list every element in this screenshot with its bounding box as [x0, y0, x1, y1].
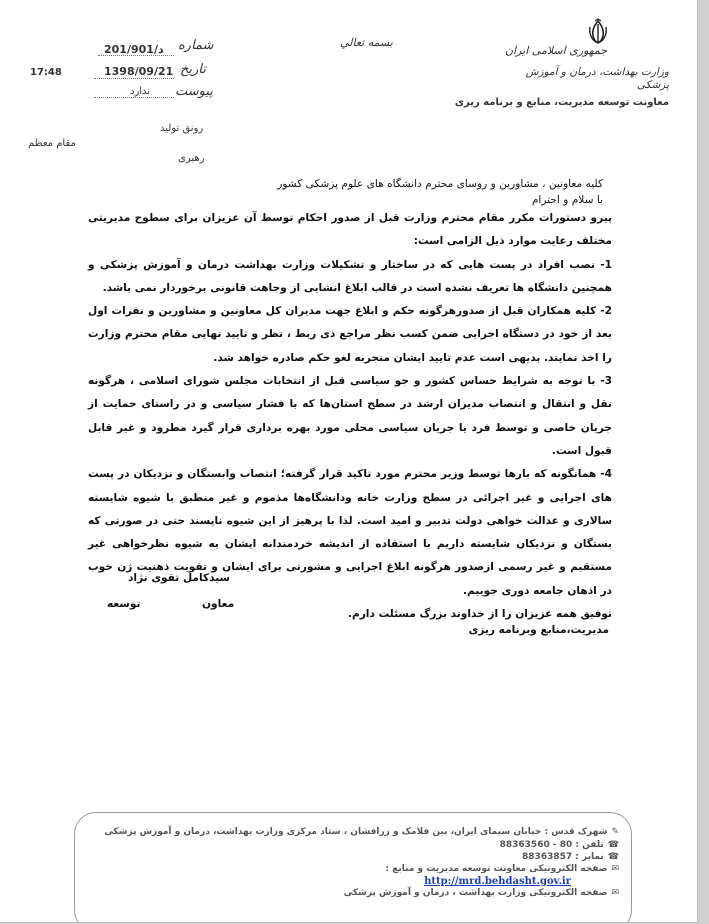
footer-site-link[interactable]: http://mrd.behdasht.gov.ir — [424, 876, 571, 887]
mail-icon: ✉ — [611, 888, 619, 898]
time-stamp: 17:48 — [30, 67, 62, 78]
mail-icon: ✉ — [611, 864, 619, 874]
addressee: کلیه معاونین ، مشاورین و روسای محترم دانشگاه های علوم پزشکی کشور — [277, 178, 603, 190]
signer-title-3: مدیریت،منابع وبرنامه ریزی — [468, 624, 609, 636]
letterhead-footer — [74, 812, 632, 923]
department-name: معاونت توسعه مديريت، منابع و برنامه ريزی — [454, 97, 669, 108]
closing-line: توفیق همه عزیزان را از خداوند بزرگ مسئلت دارم. — [347, 608, 612, 621]
body-paragraph: 4- همانگونه که بارها توسط وزیر محترم مورد تاکید قرار گرفته؛ انتصاب وابستگان و نزدیکان در پست های اجرایی و غیر اجرائی در سطح وزارت خانه ودانشگاه‌ها مذموم و غیر منطبق با شیوه شایسته سالاری و عدالت خواهی دولت تدبیر و امید است. لذا با پرهیز از این شیوه ناپسند حتی در صورتی که بستگان و نزدیکان شایسته داریم با استفاده از اندیشه خردمندانه ایشان به شیوه نظرخواهی غیر مستقیم و غیر رسمی ازصدور هرگونه ابلاغ اجرایی و مشورتی برای ایشان و تقویت ذهنیت ژن خوب در اذهان جامعه دوری جوییم. — [88, 468, 612, 597]
body-paragraph: 3- با توجه به شرایط حساس کشور و جو سیاسی قبل از انتخابات مجلس شورای اسلامی ، هرگونه نقل و انتقال و انتصاب مدیران ارشد در سطح استان‌ها که با فشار سیاسی و در راستای حمایت از جریان خاصی و توسط فرد یا جریان سیاسی محلی مورد بهره برداری قرار گیرد مطرود و غیر قابل قبول است. — [88, 375, 612, 457]
date-value: 1398/09/21 — [104, 65, 174, 78]
footer-phone: تلفن : 80 - 88363560 — [499, 840, 604, 850]
body-paragraph: 1- نصب افراد در پست هایی که در ساختار و تشکیلات وزارت بهداشت درمان و آموزش پزشکی و همچنین دانشگاه ها تعریف نشده است در قالب ابلاغ انشایی از وجاهت قانونی برخوردار نمی باشد. — [88, 258, 612, 294]
attach-value: ندارد — [130, 86, 151, 97]
footer-site-label: صفحه الکترونیکی معاونت توسعه مدیریت و منابع : — [385, 864, 608, 874]
attach-label: پیوست — [175, 84, 213, 99]
iran-emblem-icon — [584, 18, 612, 46]
signer-title-2: توسعه — [107, 598, 141, 610]
location-icon: ✎ — [611, 827, 619, 837]
greeting: با سلام و احترام — [531, 194, 603, 206]
number-value: 201/901/د — [104, 43, 164, 56]
footer-address: شهرک قدس : خیابان سیمای ایران، بین فلامک و زرافشان ، ستاد مرکزی وزارت بهداشت، درمان و آموزش پزشکی — [104, 827, 608, 837]
phone-icon: ☎ — [607, 840, 619, 850]
number-label: شماره — [178, 38, 214, 53]
basmala: بسمه تعالي — [340, 36, 393, 49]
cc-line-2: رهبری — [178, 153, 205, 164]
signer-title-1: معاون — [202, 598, 235, 610]
signer-name: سیدکامل تقوی نژاد — [128, 572, 230, 584]
body-paragraph: پیرو دستورات مکرر مقام محترم وزارت قبل از صدور احکام توسط آن عزیزان برای سطوح مدیریتی مختلف رعایت موارد ذیل الزامی است: — [88, 212, 612, 248]
honorific: مقام معظم — [28, 138, 76, 149]
body-paragraph: 2- کلیه همکاران قبل از صدورهرگونه حکم و ابلاغ جهت مدیران کل معاونین و مشاورین و نفرات اول بعد از خود در دستگاه اجرایی ضمن کسب نظر مراجع ذی ربط ، نظر و تایید نهایی مقام محترم وزارت را اخذ نمایند. بدیهی است عدم تایید ایشان منجربه لغو حکم صادره خواهد شد. — [88, 305, 612, 364]
footer-fax: نمابر : 88363857 — [522, 852, 604, 862]
ministry-name: وزارت بهداشت، درمان و آموزش پزشکی — [525, 66, 669, 91]
letter-body — [88, 207, 612, 626]
ministry-script: جمهوری اسلامی ایران — [504, 44, 607, 57]
footer-ministry-site: صفحه الکترونیکی وزارت بهداشت ، درمان و آموزش پزشکی — [343, 888, 608, 898]
date-label: تاریخ — [180, 62, 206, 77]
fax-icon: ☎ — [607, 852, 619, 862]
cc-line-1: رونق تولید — [160, 123, 204, 134]
